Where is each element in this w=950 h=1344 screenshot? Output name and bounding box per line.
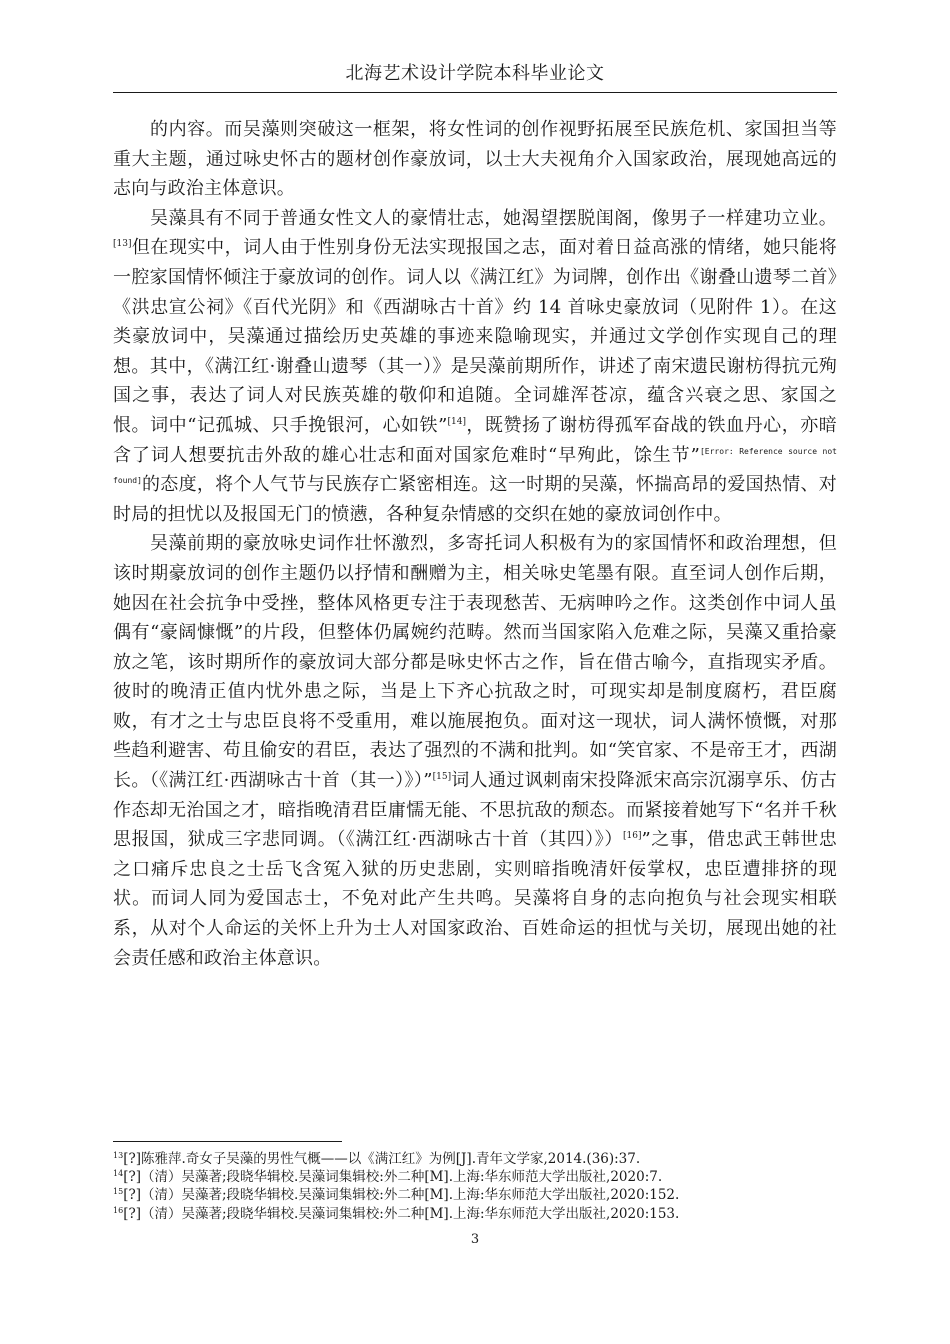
footnote [113, 1205, 837, 1223]
paragraph [113, 204, 837, 530]
body-text [113, 115, 837, 973]
paragraph-text: 但在现实中，词人由于性别身份无法实现报国之志，面对着日益高涨的情绪，她只能将一腔家国情怀倾注于豪放词的创作。词人以《满江红》为词牌，创作出《谢叠山遗琴二首》《洪忠宣公祠》《百代光阴》和《西湖咏古十首》约 14 首咏史豪放词（见附件 1）。在这类豪放词中，吴藻通过描绘历史英雄的事迹来隐喻现实，并通过文学创作实现自己的理想。其中，《满江红·谢叠山遗琴（其一）》是吴藻前期所作，讲述了南宋遗民谢枋得抗元殉国之事，表达了词人对民族英雄的敬仰和追随。全词雄浑苍凉，蕴含兴衰之思、家国之恨。词中“记孤城、只手挽银河，心如铁” [113, 237, 837, 436]
paragraph-text: ”之事，借忠武王韩世忠之口痛斥忠良之士岳飞含冤入狱的历史悲剧，实则暗指晚清奸佞掌权，忠臣遭排挤的现状。而词人同为爱国志士，不免对此产生共鸣。吴藻将自身的志向抱负与社会现实相联系，从对个人命运的关怀上升为士人对国家政治、百姓命运的担忧与关切，展现出她的社会责任感和政治主体意识。 [113, 829, 837, 969]
citation-marker: [14] [447, 416, 466, 427]
page-number: 3 [470, 1232, 480, 1247]
footnote-text: [?]（清）吴藻著;段晓华辑校.吴藻词集辑校:外二种[M].上海:华东师范大学出版社,2020:152. [123, 1187, 680, 1204]
paragraph-text: 吴藻具有不同于普通女性文人的豪情壮志，她渴望摆脱闺阁，像男子一样建功立业。 [150, 207, 837, 229]
footnotes [113, 1150, 837, 1223]
footnote-separator [113, 1141, 342, 1142]
footnote-number: 15 [113, 1187, 124, 1197]
footnote [113, 1168, 837, 1186]
citation-marker: [15] [432, 772, 452, 783]
paragraph-text: ，既赞扬了谢枋得孤军奋战的铁血丹心，亦暗含了词人想要抗击外敌的雄心壮志和面对国家危难时“早殉此，馀生节” [113, 414, 838, 466]
citation-marker: [16] [623, 831, 642, 842]
broken-reference: [Error: Reference source not found] [113, 446, 837, 486]
footnote-text: [?]（清）吴藻著;段晓华辑校.吴藻词集辑校:外二种[M].上海:华东师范大学出版社,2020:153. [123, 1205, 680, 1222]
footnote-number: 14 [113, 1169, 124, 1179]
running-header: 北海艺术设计学院本科毕业论文 [345, 63, 605, 84]
footnote-text: [?]陈雅萍.奇女子吴藻的男性气概——以《满江红》为例[J].青年文学家,2014.(36):37. [123, 1151, 641, 1167]
paragraph [113, 115, 837, 204]
footnote-number: 16 [113, 1205, 124, 1215]
header-rule [113, 92, 837, 93]
paragraph [113, 529, 837, 973]
paragraph-text: 的态度，将个人气节与民族存亡紧密相连。这一时期的吴藻，怀揣高昂的爱国热情、对时局的担忧以及报国无门的愤懑，各种复杂情感的交织在她的豪放词创作中。 [113, 474, 837, 525]
paragraph-text: 吴藻前期的豪放咏史词作壮怀激烈，多寄托词人积极有为的家国情怀和政治理想，但该时期豪放词的创作主题仍以抒情和酬赠为主，相关咏史笔墨有限。直至词人创作后期，她因在社会抗争中受挫，整体风格更专注于表现愁苦、无病呻吟之作。这类创作中词人虽偶有“豪阔慷慨”的片段，但整体仍属婉约范畴。然而当国家陷入危难之际，吴藻又重拾豪放之笔，该时期所作的豪放词大部分都是咏史怀古之作，旨在借古喻今，直指现实矛盾。彼时的晚清正值内忧外患之际，当是上下齐心抗敌之时，可现实却是制度腐朽，君臣腐败，有才之士与忠臣良将不受重用，难以施展抱负。面对这一现状，词人满怀愤慨，对那些趋利避害、苟且偷安的君臣，表达了强烈的不满和批判。如“笑官家、不是帝王才，西湖长。（《满江红·西湖咏古十首（其一）》）” [113, 533, 837, 792]
paragraph-text: 的内容。而吴藻则突破这一框架，将女性词的创作视野拓展至民族危机、家国担当等重大主题，通过咏史怀古的题材创作豪放词，以士大夫视角介入国家政治，展现她高远的志向与政治主体意识。 [113, 119, 837, 200]
footnote [113, 1186, 837, 1204]
paragraph-text: 词人通过讽刺南宋投降派宋高宗沉溺享乐、仿古作态却无治国之才，暗指晚清君臣庸懦无能、不思抗敌的颓态。而紧接着她写下“名并千秋思报国，狱成三字悲同调。（《满江红·西湖咏古十首（其四）》） [113, 770, 838, 851]
footnote-text: [?]（清）吴藻著;段晓华辑校.吴藻词集辑校:外二种[M].上海:华东师范大学出版社,2020:7. [123, 1169, 663, 1186]
footnote-number: 13 [113, 1151, 124, 1160]
citation-marker: [13] [113, 239, 132, 250]
footnote [113, 1150, 837, 1168]
